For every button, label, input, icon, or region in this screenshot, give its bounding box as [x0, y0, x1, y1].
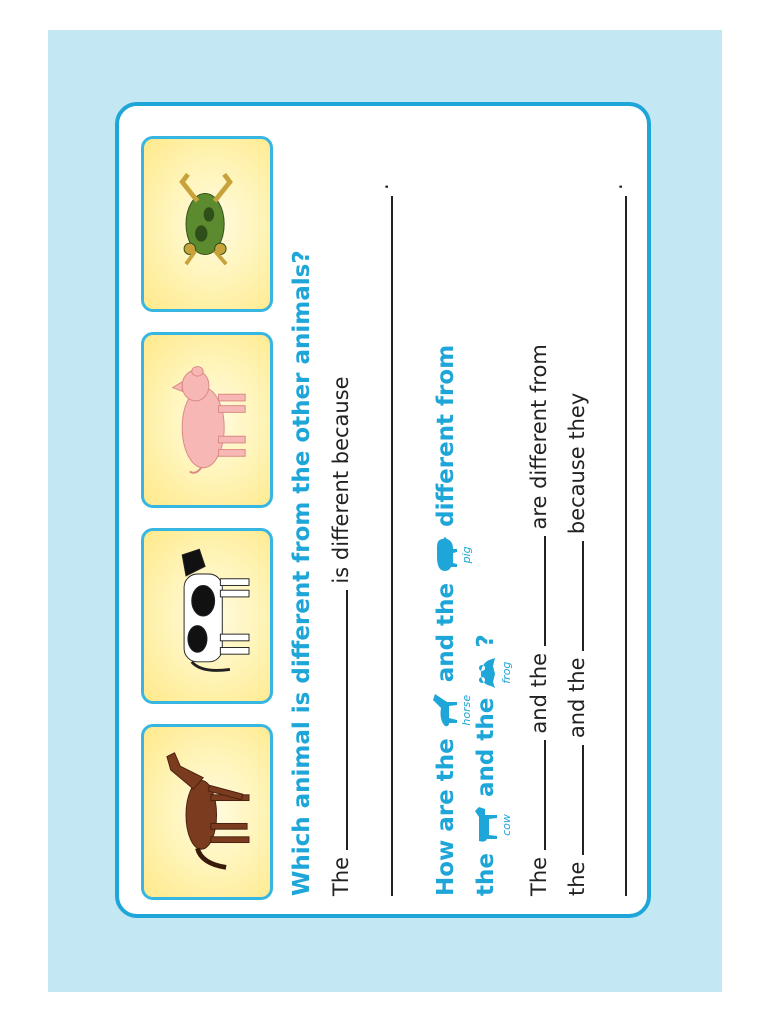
- q2-part1: How are the: [433, 738, 459, 896]
- q2-part6: ?: [473, 634, 499, 648]
- frog-photo[interactable]: [141, 136, 273, 312]
- a2-period: .: [603, 183, 627, 190]
- q2-part5: and the: [473, 697, 499, 797]
- pig-icon: [144, 335, 270, 505]
- pig-silhouette-icon: [431, 535, 459, 575]
- a2-l2a: the: [565, 861, 589, 896]
- a2-blank-4[interactable]: [581, 541, 584, 651]
- frog-silhouette-icon: [475, 656, 499, 690]
- q1-period: .: [369, 183, 393, 190]
- q1-reason-line[interactable]: [391, 196, 393, 896]
- frog-caption: frog: [500, 661, 513, 684]
- frog-icon: [144, 139, 270, 309]
- cow-silhouette-icon: [471, 805, 499, 845]
- cow-mini: [471, 805, 513, 845]
- a2-l2c: because they: [565, 392, 589, 535]
- animal-photo-row: [141, 140, 273, 900]
- a2-l1a: The: [527, 856, 551, 896]
- q2-part2: and the: [433, 582, 459, 683]
- question-2-line-1: [431, 344, 473, 896]
- a2-l1b: and the: [527, 652, 551, 734]
- pig-caption: pig: [460, 546, 473, 564]
- a2-l1c: are different from: [527, 344, 551, 530]
- worksheet-card: [115, 102, 651, 918]
- cow-photo[interactable]: [141, 528, 273, 704]
- a2-blank-3[interactable]: [581, 745, 584, 855]
- answer-2-line-2: [565, 393, 589, 896]
- a2-blank-1[interactable]: [543, 740, 546, 850]
- a2-reason-line[interactable]: [625, 196, 627, 896]
- a2-blank-2[interactable]: [543, 536, 546, 646]
- cow-caption: cow: [500, 814, 513, 836]
- pig-photo[interactable]: [141, 332, 273, 508]
- answer-2-line-1: [527, 344, 551, 896]
- q1-prefix: The: [329, 856, 353, 896]
- horse-icon: [144, 727, 270, 897]
- horse-photo[interactable]: [141, 724, 273, 900]
- cow-icon: [144, 531, 270, 701]
- question-2-line-2: [471, 634, 513, 896]
- q1-answer-blank[interactable]: [345, 590, 348, 850]
- horse-silhouette-icon: [431, 690, 459, 730]
- horse-caption: horse: [460, 694, 473, 726]
- question-1-sentence: [329, 376, 353, 896]
- worksheet-content: [119, 106, 655, 922]
- frog-mini: [475, 656, 513, 690]
- pig-mini: [431, 535, 473, 575]
- q1-suffix: is different because: [329, 376, 353, 584]
- horse-mini: [431, 690, 473, 730]
- q2-part3: different from: [433, 344, 459, 527]
- a2-l2b: and the: [565, 657, 589, 739]
- q2-part4: the: [473, 853, 499, 896]
- question-1-title: Which animal is different from the other animals?: [289, 250, 315, 896]
